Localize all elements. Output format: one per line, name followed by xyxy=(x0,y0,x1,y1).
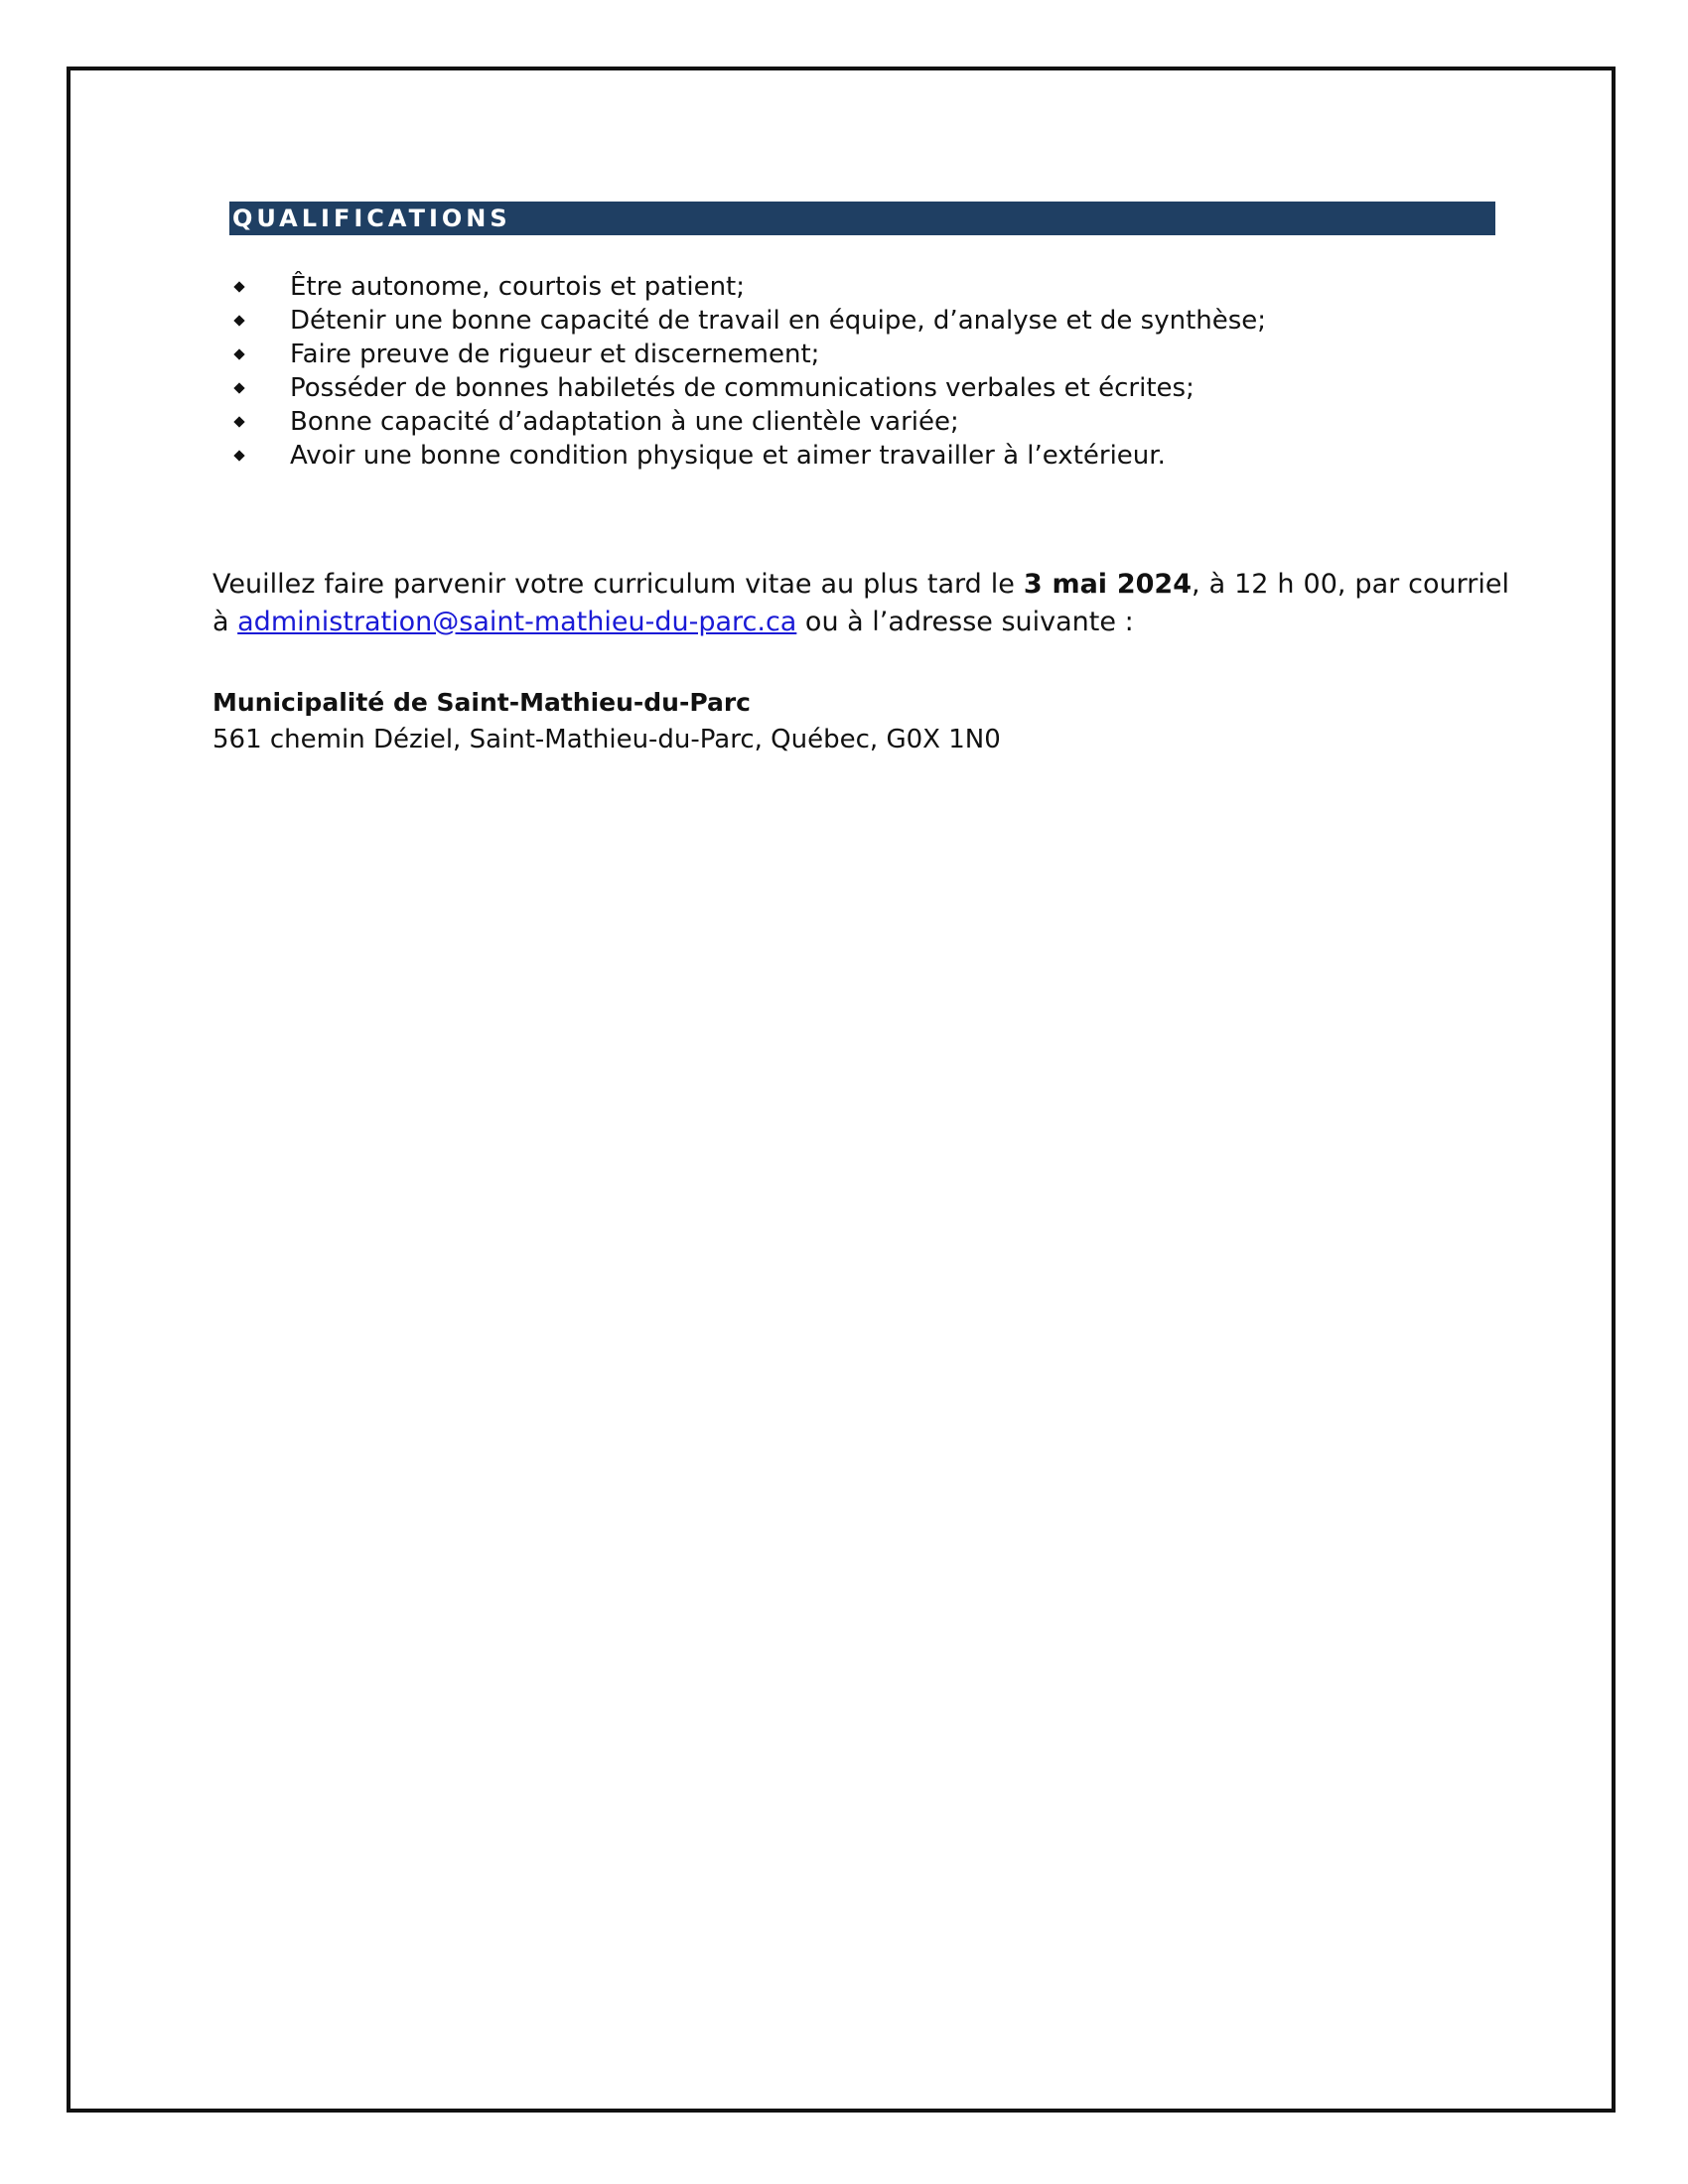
instructions-text-start: Veuillez faire parvenir votre curriculum vitae au plus tard le xyxy=(212,569,1024,600)
application-instructions xyxy=(212,566,1509,641)
deadline-date: 3 mai 2024 xyxy=(1023,569,1193,600)
qualification-text: Être autonome, courtois et patient; xyxy=(290,272,745,302)
qualification-text: Avoir une bonne condition physique et aimer travailler à l’extérieur. xyxy=(290,441,1166,471)
qualification-text: Détenir une bonne capacité de travail en équipe, d’analyse et de synthèse; xyxy=(290,306,1267,336)
qualification-text: Bonne capacité d’adaptation à une clientèle variée; xyxy=(290,407,959,437)
instructions-text-end: ou à l’adresse suivante : xyxy=(796,607,1134,637)
email-link[interactable]: administration@saint-mathieu-du-parc.ca xyxy=(237,607,797,637)
qualification-text: Posséder de bonnes habiletés de communications verbales et écrites; xyxy=(290,373,1195,403)
qualifications-heading: QUALIFICATIONS xyxy=(229,202,1495,235)
organization-name: Municipalité de Saint-Mathieu-du-Parc xyxy=(212,688,752,717)
organization-address: 561 chemin Déziel, Saint-Mathieu-du-Parc, Québec, G0X 1N0 xyxy=(212,725,1001,754)
instructions-text-middle: , à 12 h 00, par courriel à xyxy=(212,569,1510,637)
qualification-text: Faire preuve de rigueur et discernement; xyxy=(290,340,820,369)
